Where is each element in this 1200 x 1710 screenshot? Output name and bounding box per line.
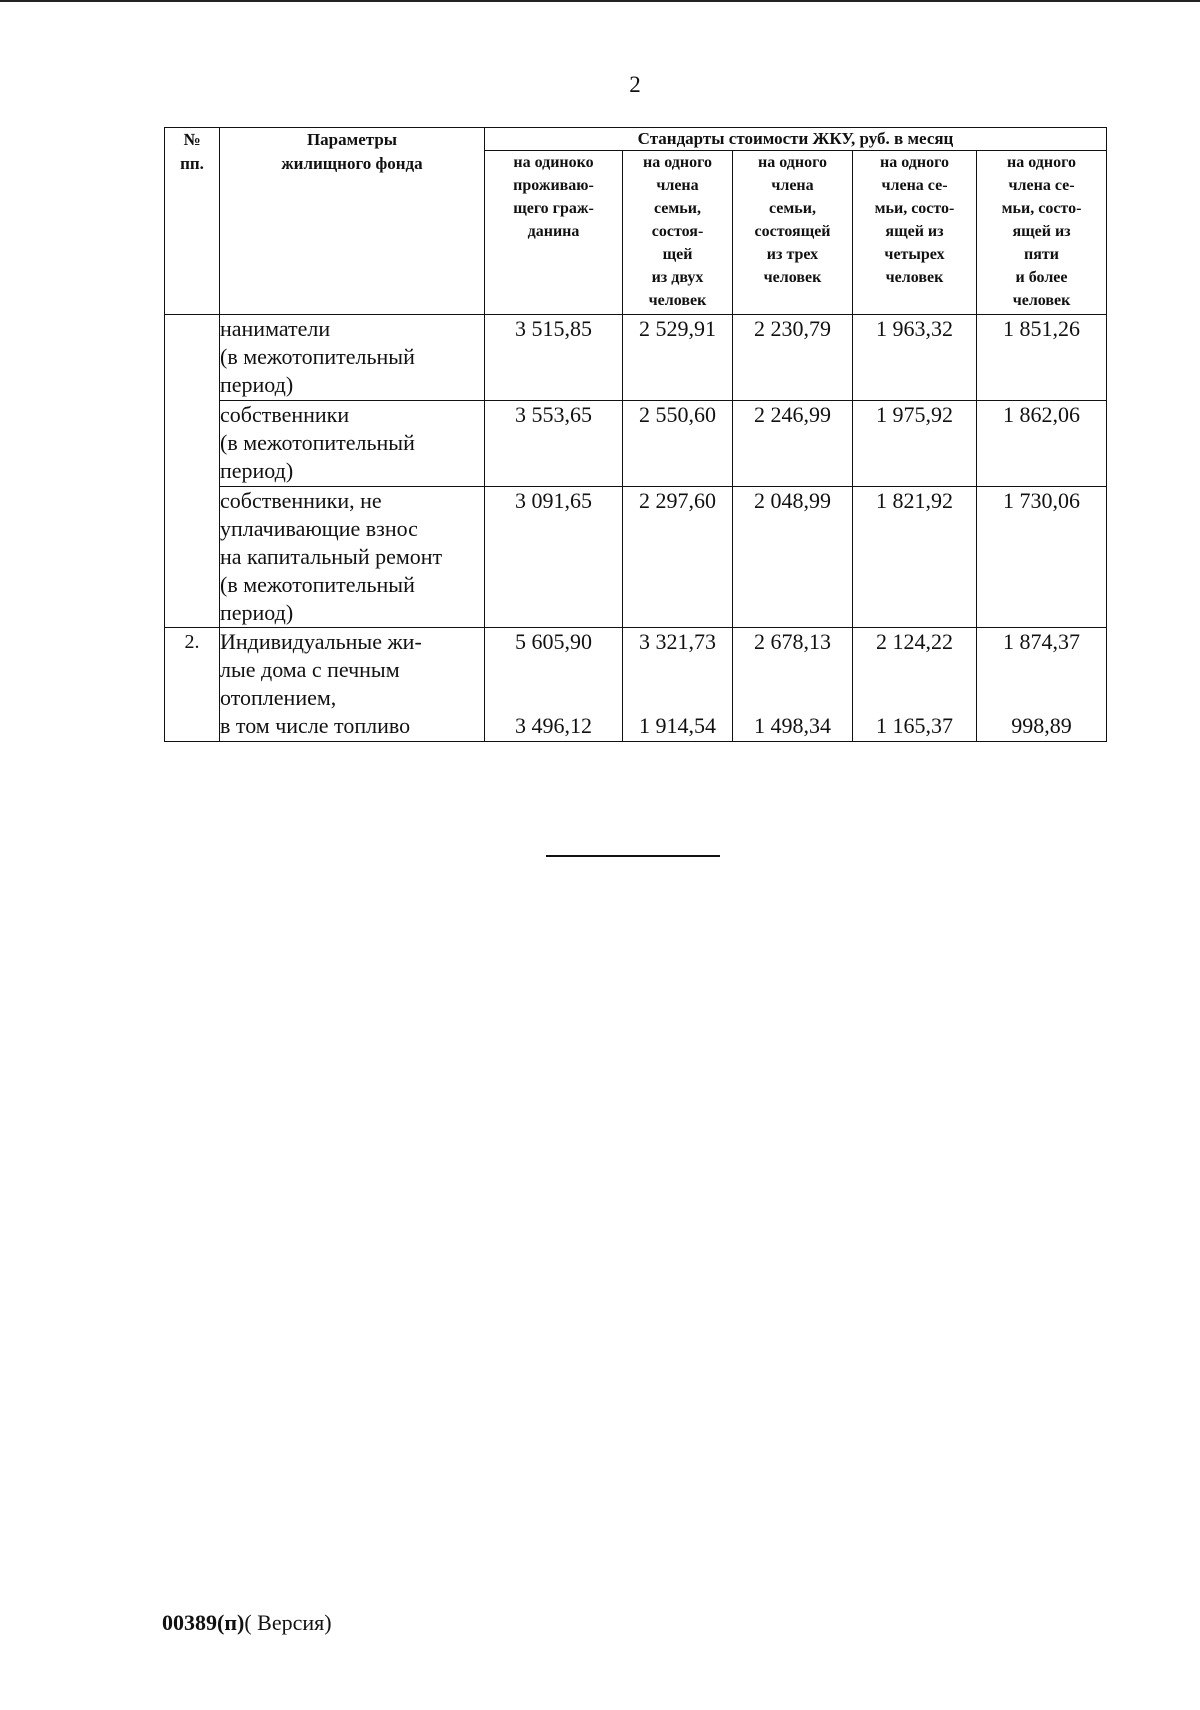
row-value: 2 230,79 [733, 315, 853, 401]
row-value: 1 963,32 [853, 315, 977, 401]
document-footer [162, 1610, 332, 1636]
row-value: 2 048,99 [733, 487, 853, 628]
end-separator-rule [546, 855, 720, 857]
top-border-line [0, 0, 1200, 2]
row-description: Индивидуальные жи- лые дома с печным отоплением, в том числе топливо [220, 628, 485, 742]
row-value-fuel: 1 914,54 [639, 713, 716, 738]
row-value: 3 091,65 [485, 487, 623, 628]
header-subcol-four: на одного члена се- мьи, состо- ящей из четырех человек [853, 151, 977, 315]
row-value: 2 124,22 [876, 629, 953, 654]
row-description: наниматели (в межотопительный период) [220, 315, 485, 401]
row-value: 3 321,73 [639, 629, 716, 654]
row-description: собственники, не уплачивающие взнос на капитальный ремонт (в межотопительный период) [220, 487, 485, 628]
header-row-group [165, 128, 1107, 151]
row-value: 3 515,85 [485, 315, 623, 401]
row-value: 1 874,37 [1003, 629, 1081, 654]
row-number: 2. [165, 628, 220, 742]
header-subcol-five-plus: на одного члена се- мьи, состо- ящей из пяти и более человек [977, 151, 1107, 315]
row-description: собственники (в межотопительный период) [220, 401, 485, 487]
row-value-fuel: 3 496,12 [515, 713, 592, 738]
table-row [165, 401, 1107, 487]
row-value: 2 550,60 [623, 401, 733, 487]
row-value-fuel: 1 498,34 [754, 713, 831, 738]
row-value-pair [853, 628, 977, 742]
row-value-pair [977, 628, 1107, 742]
header-subcol-single: на одиноко проживаю- щего граж- данина [485, 151, 623, 315]
header-subcol-two: на одного члена семьи, состоя- щей из двух человек [623, 151, 733, 315]
header-col-no: № пп. [165, 128, 220, 315]
header-group-title: Стандарты стоимости ЖКУ, руб. в месяц [485, 128, 1107, 151]
row-value: 2 297,60 [623, 487, 733, 628]
row-value-pair [733, 628, 853, 742]
document-code: 00389(п) [162, 1610, 245, 1635]
table-row [165, 315, 1107, 401]
row-value-pair [485, 628, 623, 742]
row-value-fuel: 1 165,37 [876, 713, 953, 738]
row-number [165, 315, 220, 628]
row-value: 5 605,90 [515, 629, 592, 654]
row-value-pair [623, 628, 733, 742]
row-value: 1 975,92 [853, 401, 977, 487]
document-version: ( Версия) [244, 1610, 332, 1635]
header-col-params: Параметры жилищного фонда [220, 128, 485, 315]
row-value: 1 730,06 [977, 487, 1107, 628]
row-value: 1 851,26 [977, 315, 1107, 401]
page-number: 2 [629, 72, 641, 97]
row-value-fuel: 998,89 [1011, 713, 1072, 738]
row-value: 3 553,65 [485, 401, 623, 487]
table-row [165, 628, 1107, 742]
table-row [165, 487, 1107, 628]
row-value: 1 821,92 [853, 487, 977, 628]
header-subcol-three: на одного члена семьи, состоящей из трех человек [733, 151, 853, 315]
row-value: 2 246,99 [733, 401, 853, 487]
housing-cost-standards-table [164, 127, 1107, 742]
row-value: 2 678,13 [754, 629, 831, 654]
row-value: 2 529,91 [623, 315, 733, 401]
row-value: 1 862,06 [977, 401, 1107, 487]
